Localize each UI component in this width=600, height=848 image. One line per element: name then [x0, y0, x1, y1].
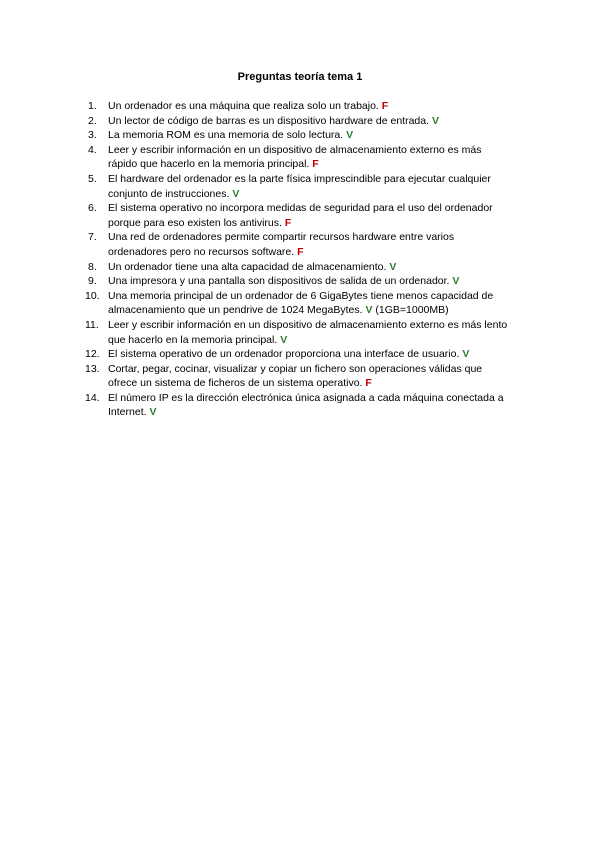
question-text: El sistema operativo de un ordenador proporciona una interface de usuario.: [108, 348, 460, 361]
answer-mark: F: [365, 377, 372, 390]
answer-mark: V: [452, 275, 460, 288]
answer-mark: F: [297, 245, 304, 258]
question-text: Una memoria principal de un ordenador de 6 GigaBytes tiene menos capacidad de almacenamiento que un pendrive de 1024 MegaBytes.: [108, 289, 494, 317]
question-text: El número IP es la dirección electrónica única asignada a cada máquina conectada a Internet.: [108, 391, 504, 419]
question-number: 4.: [88, 143, 97, 156]
question-number: 6.: [88, 202, 97, 215]
question-text: Leer y escribir información en un dispositivo de almacenamiento externo es más lento que hacerlo en la memoria principal.: [108, 318, 508, 346]
question-text: El sistema operativo no incorpora medidas de seguridad para el uso del ordenador porque para eso existen los antivirus.: [108, 202, 493, 229]
question-number: 8.: [88, 260, 97, 273]
question-item: [90, 114, 510, 129]
question-item: [90, 260, 510, 275]
question-item: [90, 274, 510, 289]
question-number: 12.: [85, 348, 100, 361]
answer-mark: V: [431, 114, 439, 127]
question-number: 2.: [88, 114, 97, 127]
question-number: 3.: [88, 129, 97, 142]
question-text: Un lector de código de barras es un dispositivo hardware de entrada.: [108, 114, 430, 127]
answer-mark: V: [389, 260, 397, 273]
question-number: 14.: [85, 391, 100, 404]
answer-mark: V: [232, 187, 240, 200]
question-text: Un ordenador tiene una alta capacidad de almacenamiento.: [108, 260, 387, 273]
question-text: Cortar, pegar, cocinar, visualizar y copiar un fichero son operaciones válidas que ofrece un sistema de ficheros de un sistema operativo.: [108, 362, 483, 390]
question-note: (1GB=1000MB): [372, 304, 449, 317]
question-number: 1.: [88, 100, 97, 112]
answer-mark: F: [284, 216, 292, 229]
answer-mark: V: [462, 348, 470, 361]
question-number: 9.: [88, 275, 97, 288]
question-item: [85, 318, 510, 347]
question-text: Leer y escribir información en un dispositivo de almacenamiento externo es más rápido que hacerlo en la memoria principal.: [108, 143, 482, 171]
answer-mark: V: [149, 406, 157, 419]
question-number: 7.: [88, 231, 97, 244]
question-number: 11.: [85, 318, 99, 331]
question-item: [90, 143, 510, 172]
question-text: Un ordenador es una máquina que realiza solo un trabajo.: [108, 100, 379, 112]
question-item: [90, 230, 510, 259]
page-title: Preguntas teoría tema 1: [237, 71, 363, 83]
question-number: 13.: [85, 362, 100, 375]
question-text: Una impresora y una pantalla son dispositivos de salida de un ordenador.: [108, 275, 450, 288]
question-item: [90, 172, 510, 201]
question-text: El hardware del ordenador es la parte física imprescindible para ejecutar cualquier conjunto de instrucciones.: [108, 172, 491, 200]
question-item: [85, 362, 510, 391]
question-item: [85, 347, 510, 362]
question-item: [90, 201, 510, 230]
answer-mark: F: [312, 158, 319, 171]
answer-mark: V: [346, 129, 354, 142]
answer-mark: F: [381, 100, 389, 112]
question-item: [90, 128, 510, 143]
answer-mark: V: [280, 333, 288, 346]
question-item: [85, 391, 510, 420]
question-text: La memoria ROM es una memoria de solo lectura.: [108, 129, 344, 142]
question-item: [90, 99, 510, 114]
question-text: Una red de ordenadores permite compartir recursos hardware entre varios ordenadores pero no recursos software.: [108, 231, 455, 258]
answer-mark: V: [365, 304, 373, 317]
question-item: [85, 289, 510, 318]
question-number: 10.: [85, 289, 100, 302]
question-number: 5.: [88, 172, 97, 185]
question-list: [85, 99, 510, 420]
